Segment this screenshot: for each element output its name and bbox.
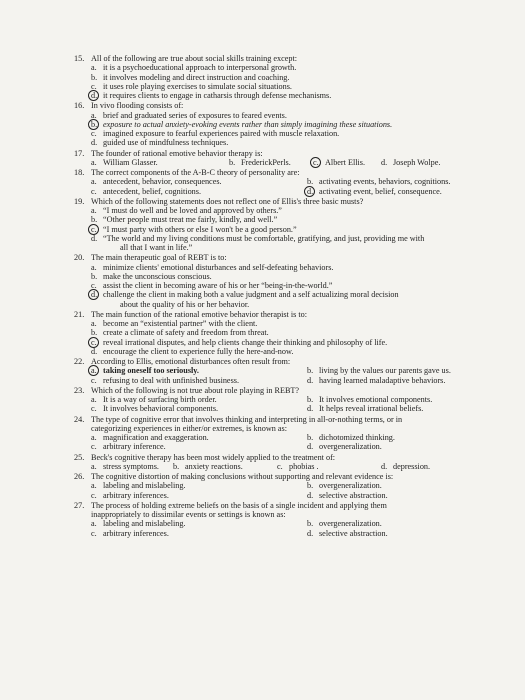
option[interactable] bbox=[91, 376, 307, 385]
option-letter: c. bbox=[91, 129, 97, 138]
option[interactable] bbox=[91, 206, 504, 215]
option-text: “I must party with others or else I won't be a good person.” bbox=[103, 224, 297, 234]
option-selected[interactable] bbox=[91, 225, 504, 234]
option-text: taking oneself too seriously. bbox=[103, 366, 199, 376]
option-letter: c. bbox=[91, 281, 97, 290]
option[interactable] bbox=[307, 529, 388, 538]
option-text: selective abstraction. bbox=[319, 490, 388, 500]
question-number: 19. bbox=[74, 196, 85, 206]
option-text: arbitrary inferences. bbox=[103, 490, 169, 500]
question-15 bbox=[74, 54, 504, 100]
question-text: Beck's cognitive therapy has been most widely applied to the treatment of: bbox=[91, 452, 336, 462]
option-letter-circled: d. bbox=[91, 290, 103, 299]
option-text-continued: about the quality of his or her behavior. bbox=[120, 299, 250, 309]
option[interactable] bbox=[91, 129, 504, 138]
option-text: overgeneralization. bbox=[319, 442, 382, 452]
option-letter: d. bbox=[381, 157, 388, 167]
question-text: In vivo flooding consists of: bbox=[91, 101, 184, 111]
option-letter: a. bbox=[91, 110, 97, 120]
option[interactable] bbox=[91, 442, 307, 451]
option-text: refusing to deal with unfinished business. bbox=[103, 375, 239, 385]
option[interactable] bbox=[307, 519, 382, 528]
question-number: 16. bbox=[74, 101, 85, 111]
question-number: 27. bbox=[74, 500, 85, 510]
option-letter: b. bbox=[307, 177, 314, 187]
option[interactable] bbox=[307, 481, 382, 490]
option-text: antecedent, behavior, consequences. bbox=[103, 177, 222, 187]
option[interactable] bbox=[91, 272, 504, 281]
option-selected[interactable] bbox=[91, 290, 504, 299]
option[interactable] bbox=[307, 442, 382, 451]
option[interactable] bbox=[91, 347, 504, 356]
question-number: 22. bbox=[74, 357, 85, 366]
option-selected[interactable] bbox=[91, 338, 504, 347]
question-text: The process of holding extreme beliefs on the basis of a single incident and applying them bbox=[91, 500, 387, 510]
option-text: living by the values our parents gave us. bbox=[319, 366, 451, 376]
option-letter: c. bbox=[91, 186, 97, 196]
option-text: William Glasser. bbox=[103, 157, 158, 167]
option-letter: d. bbox=[91, 138, 98, 148]
option[interactable] bbox=[91, 215, 504, 224]
option-text: arbitrary inferences. bbox=[103, 528, 169, 538]
question-number: 17. bbox=[74, 148, 85, 158]
option-letter: a. bbox=[91, 206, 97, 215]
option-letter-circled: d. bbox=[307, 187, 319, 196]
option-letter-circled: d. bbox=[91, 91, 103, 100]
question-22 bbox=[74, 357, 504, 385]
option-letter: a. bbox=[91, 319, 97, 328]
option-letter: d. bbox=[307, 490, 314, 500]
option[interactable] bbox=[307, 177, 450, 186]
question-text: The type of cognitive error that involves thinking and interpreting in all-or-nothing terms, or in bbox=[91, 414, 403, 424]
option[interactable] bbox=[91, 481, 307, 490]
question-25 bbox=[74, 453, 504, 472]
option-text: having learned maladaptive behaviors. bbox=[319, 375, 446, 385]
option-selected[interactable] bbox=[91, 120, 504, 129]
option-letter: c. bbox=[91, 375, 97, 385]
option-letter: b. bbox=[173, 461, 180, 471]
question-text-continued: inappropriately to dissimilar events or settings is known as: bbox=[91, 510, 286, 519]
option[interactable] bbox=[91, 111, 504, 120]
option-text: “The world and my living conditions must be comfortable, gratifying, and just, providing me with bbox=[103, 233, 425, 243]
option-text: depression. bbox=[393, 461, 431, 471]
option-letter: d. bbox=[307, 375, 314, 385]
option-letter: b. bbox=[91, 271, 98, 281]
option-text: it is a psychoeducational approach to interpersonal growth. bbox=[103, 63, 297, 73]
option[interactable] bbox=[229, 158, 313, 167]
option-text: labeling and mislabeling. bbox=[103, 519, 186, 529]
option[interactable] bbox=[307, 433, 395, 442]
option-text: make the unconscious conscious. bbox=[103, 271, 212, 281]
option-letter: b. bbox=[229, 157, 236, 167]
option-text: phobias . bbox=[289, 461, 319, 471]
option-letter: d. bbox=[307, 404, 314, 414]
option[interactable] bbox=[91, 63, 504, 72]
option-letter: b. bbox=[91, 72, 98, 82]
question-text: The cognitive distortion of making conclusions without supporting and relevant evidence is: bbox=[91, 472, 394, 481]
option-letter: c. bbox=[91, 490, 97, 500]
option-letter: a. bbox=[91, 519, 97, 529]
option[interactable] bbox=[91, 263, 504, 272]
option-letter: a. bbox=[91, 481, 97, 491]
option-text: exposure to actual anxiety-evoking events rather than simply imagining these situations. bbox=[103, 119, 393, 129]
option-letter-circled: c. bbox=[313, 158, 325, 167]
question-19 bbox=[74, 197, 504, 253]
option[interactable] bbox=[91, 177, 307, 186]
option-text: It helps reveal irrational beliefs. bbox=[319, 404, 424, 414]
option-text: labeling and mislabeling. bbox=[103, 481, 186, 491]
option-text: overgeneralization. bbox=[319, 519, 382, 529]
option-text: It is a way of surfacing birth order. bbox=[103, 395, 217, 404]
option-letter: b. bbox=[307, 481, 314, 491]
option-text: brief and graduated series of exposures to feared events. bbox=[103, 110, 287, 120]
option-text: activating events, behaviors, cognitions. bbox=[319, 177, 451, 187]
option-letter: b. bbox=[91, 215, 98, 225]
option-letter: b. bbox=[91, 328, 98, 338]
option[interactable] bbox=[381, 158, 440, 167]
question-number: 26. bbox=[74, 472, 85, 481]
option-text: It involves emotional components. bbox=[319, 395, 433, 404]
option-letter: d. bbox=[91, 233, 98, 243]
question-18 bbox=[74, 168, 504, 196]
option-text: minimize clients' emotional disturbances and self-defeating behaviors. bbox=[103, 262, 334, 272]
option[interactable] bbox=[91, 462, 173, 471]
question-text: According to Ellis, emotional disturbances often result from: bbox=[91, 357, 291, 366]
question-text: The main therapeutic goal of REBT is to: bbox=[91, 253, 227, 263]
option-letter: a. bbox=[91, 461, 97, 471]
option[interactable] bbox=[307, 376, 445, 385]
option-letter: d. bbox=[307, 528, 314, 538]
option-text: FrederickPerls. bbox=[241, 157, 291, 167]
question-text: Which of the following is not true about role playing in REBT? bbox=[91, 385, 300, 395]
option-letter: c. bbox=[91, 442, 97, 452]
question-text: The main function of the rational emotive behavior therapist is to: bbox=[91, 309, 307, 319]
option[interactable] bbox=[91, 73, 504, 82]
option-letter: a. bbox=[91, 433, 97, 442]
option-selected[interactable] bbox=[307, 187, 442, 196]
option-text: arbitrary inference. bbox=[103, 442, 166, 452]
option-letter: b. bbox=[307, 395, 314, 404]
option[interactable] bbox=[91, 187, 307, 196]
quiz-sheet bbox=[74, 54, 504, 539]
option-letter: c. bbox=[91, 404, 97, 414]
option-letter: a. bbox=[91, 157, 97, 167]
question-26 bbox=[74, 472, 504, 500]
option-text: activating event, belief, consequence. bbox=[319, 186, 442, 196]
option-text: assist the client in becoming aware of his or her “being-in-the-world.” bbox=[103, 281, 333, 290]
option-letter-circled: c. bbox=[91, 225, 103, 234]
option[interactable] bbox=[307, 366, 451, 375]
option-letter: b. bbox=[307, 519, 314, 529]
question-number: 15. bbox=[74, 54, 85, 63]
option[interactable] bbox=[91, 82, 504, 91]
option[interactable] bbox=[91, 491, 307, 500]
option-text: selective abstraction. bbox=[319, 528, 388, 538]
option-text: Albert Ellis. bbox=[325, 157, 366, 167]
question-17 bbox=[74, 149, 504, 168]
option[interactable] bbox=[91, 433, 307, 442]
option-text: it involves modeling and direct instruction and coaching. bbox=[103, 72, 290, 82]
option[interactable] bbox=[91, 319, 504, 328]
question-number: 25. bbox=[74, 452, 85, 462]
option[interactable] bbox=[91, 234, 504, 243]
option-letter: c. bbox=[277, 461, 283, 471]
question-23 bbox=[74, 386, 504, 414]
option-text: encourage the client to experience fully the here-and-now. bbox=[103, 346, 294, 356]
option[interactable] bbox=[91, 158, 229, 167]
question-16 bbox=[74, 101, 504, 147]
option[interactable] bbox=[381, 462, 430, 471]
question-number: 24. bbox=[74, 414, 85, 424]
question-21 bbox=[74, 310, 504, 356]
option[interactable] bbox=[277, 462, 381, 471]
option-text: magnification and exaggeration. bbox=[103, 433, 209, 442]
option-text: it uses role playing exercises to simulate social situations. bbox=[103, 81, 292, 91]
option[interactable] bbox=[307, 395, 432, 404]
option-letter: d. bbox=[381, 461, 388, 471]
option-letter: b. bbox=[307, 366, 314, 376]
question-number: 18. bbox=[74, 168, 85, 177]
option-text: guided use of mindfulness techniques. bbox=[103, 138, 229, 148]
option-letter: b. bbox=[307, 433, 314, 442]
option-text: create a climate of safety and freedom from threat. bbox=[103, 328, 269, 338]
question-text: Which of the following statements does not reflect one of Ellis's three basic musts? bbox=[91, 196, 364, 206]
option-text: Joseph Wolpe. bbox=[393, 157, 441, 167]
option[interactable] bbox=[91, 395, 307, 404]
option-selected[interactable] bbox=[91, 366, 307, 375]
option[interactable] bbox=[91, 281, 504, 290]
option[interactable] bbox=[91, 404, 307, 413]
question-24 bbox=[74, 415, 504, 452]
option[interactable] bbox=[91, 519, 307, 528]
option-letter: a. bbox=[91, 262, 97, 272]
option-text-continued: all that I want in life.” bbox=[120, 243, 193, 252]
question-number: 20. bbox=[74, 253, 85, 263]
option-text: challenge the client in making both a value judgment and a self actualizing moral decision bbox=[103, 290, 399, 300]
option-text: antecedent, belief, cognitions. bbox=[103, 186, 201, 196]
option-text: It involves behavioral components. bbox=[103, 404, 219, 414]
option-text: anxiety reactions. bbox=[185, 461, 243, 471]
question-text: The correct components of the A-B-C theory of personality are: bbox=[91, 168, 300, 177]
option-selected[interactable] bbox=[313, 158, 381, 167]
option-text: it requires clients to engage in catharsis through defense mechanisms. bbox=[103, 91, 332, 100]
option-letter: c. bbox=[91, 81, 97, 91]
question-text-continued: categorizing experiences in either/or extremes, is known as: bbox=[91, 423, 287, 433]
question-number: 23. bbox=[74, 385, 85, 395]
question-text: The founder of rational emotive behavior therapy is: bbox=[91, 148, 263, 158]
option-text: “Other people must treat me fairly, kindly, and well.” bbox=[103, 215, 278, 225]
question-text: All of the following are true about social skills training except: bbox=[91, 54, 297, 63]
option[interactable] bbox=[91, 529, 307, 538]
option-letter: a. bbox=[91, 177, 97, 187]
option-letter: a. bbox=[91, 63, 97, 73]
option-text: dichotomized thinking. bbox=[319, 433, 395, 442]
option-letter-circled: b. bbox=[91, 120, 103, 129]
option[interactable] bbox=[307, 491, 388, 500]
option[interactable] bbox=[91, 328, 504, 337]
option[interactable] bbox=[307, 404, 423, 413]
question-20 bbox=[74, 253, 504, 309]
question-27 bbox=[74, 501, 504, 538]
option[interactable] bbox=[173, 462, 277, 471]
option-text: overgeneralization. bbox=[319, 481, 382, 491]
option-text: “I must do well and be loved and approved by others.” bbox=[103, 206, 282, 215]
option-letter: a. bbox=[91, 395, 97, 404]
question-number: 21. bbox=[74, 309, 85, 319]
option[interactable] bbox=[91, 138, 504, 147]
option-text: become an “existential partner” with the client. bbox=[103, 319, 258, 328]
option-letter-circled: a. bbox=[91, 366, 103, 375]
option-letter: d. bbox=[91, 346, 98, 356]
option-selected[interactable] bbox=[91, 91, 504, 100]
option-letter-circled: c. bbox=[91, 338, 103, 347]
option-text: stress symptoms. bbox=[103, 461, 159, 471]
option-letter: c. bbox=[91, 528, 97, 538]
option-text: reveal irrational disputes, and help clients change their thinking and philosophy of life. bbox=[103, 337, 388, 347]
option-letter: d. bbox=[307, 442, 314, 452]
option-text: imagined exposure to fearful experiences paired with muscle relaxation. bbox=[103, 129, 340, 138]
